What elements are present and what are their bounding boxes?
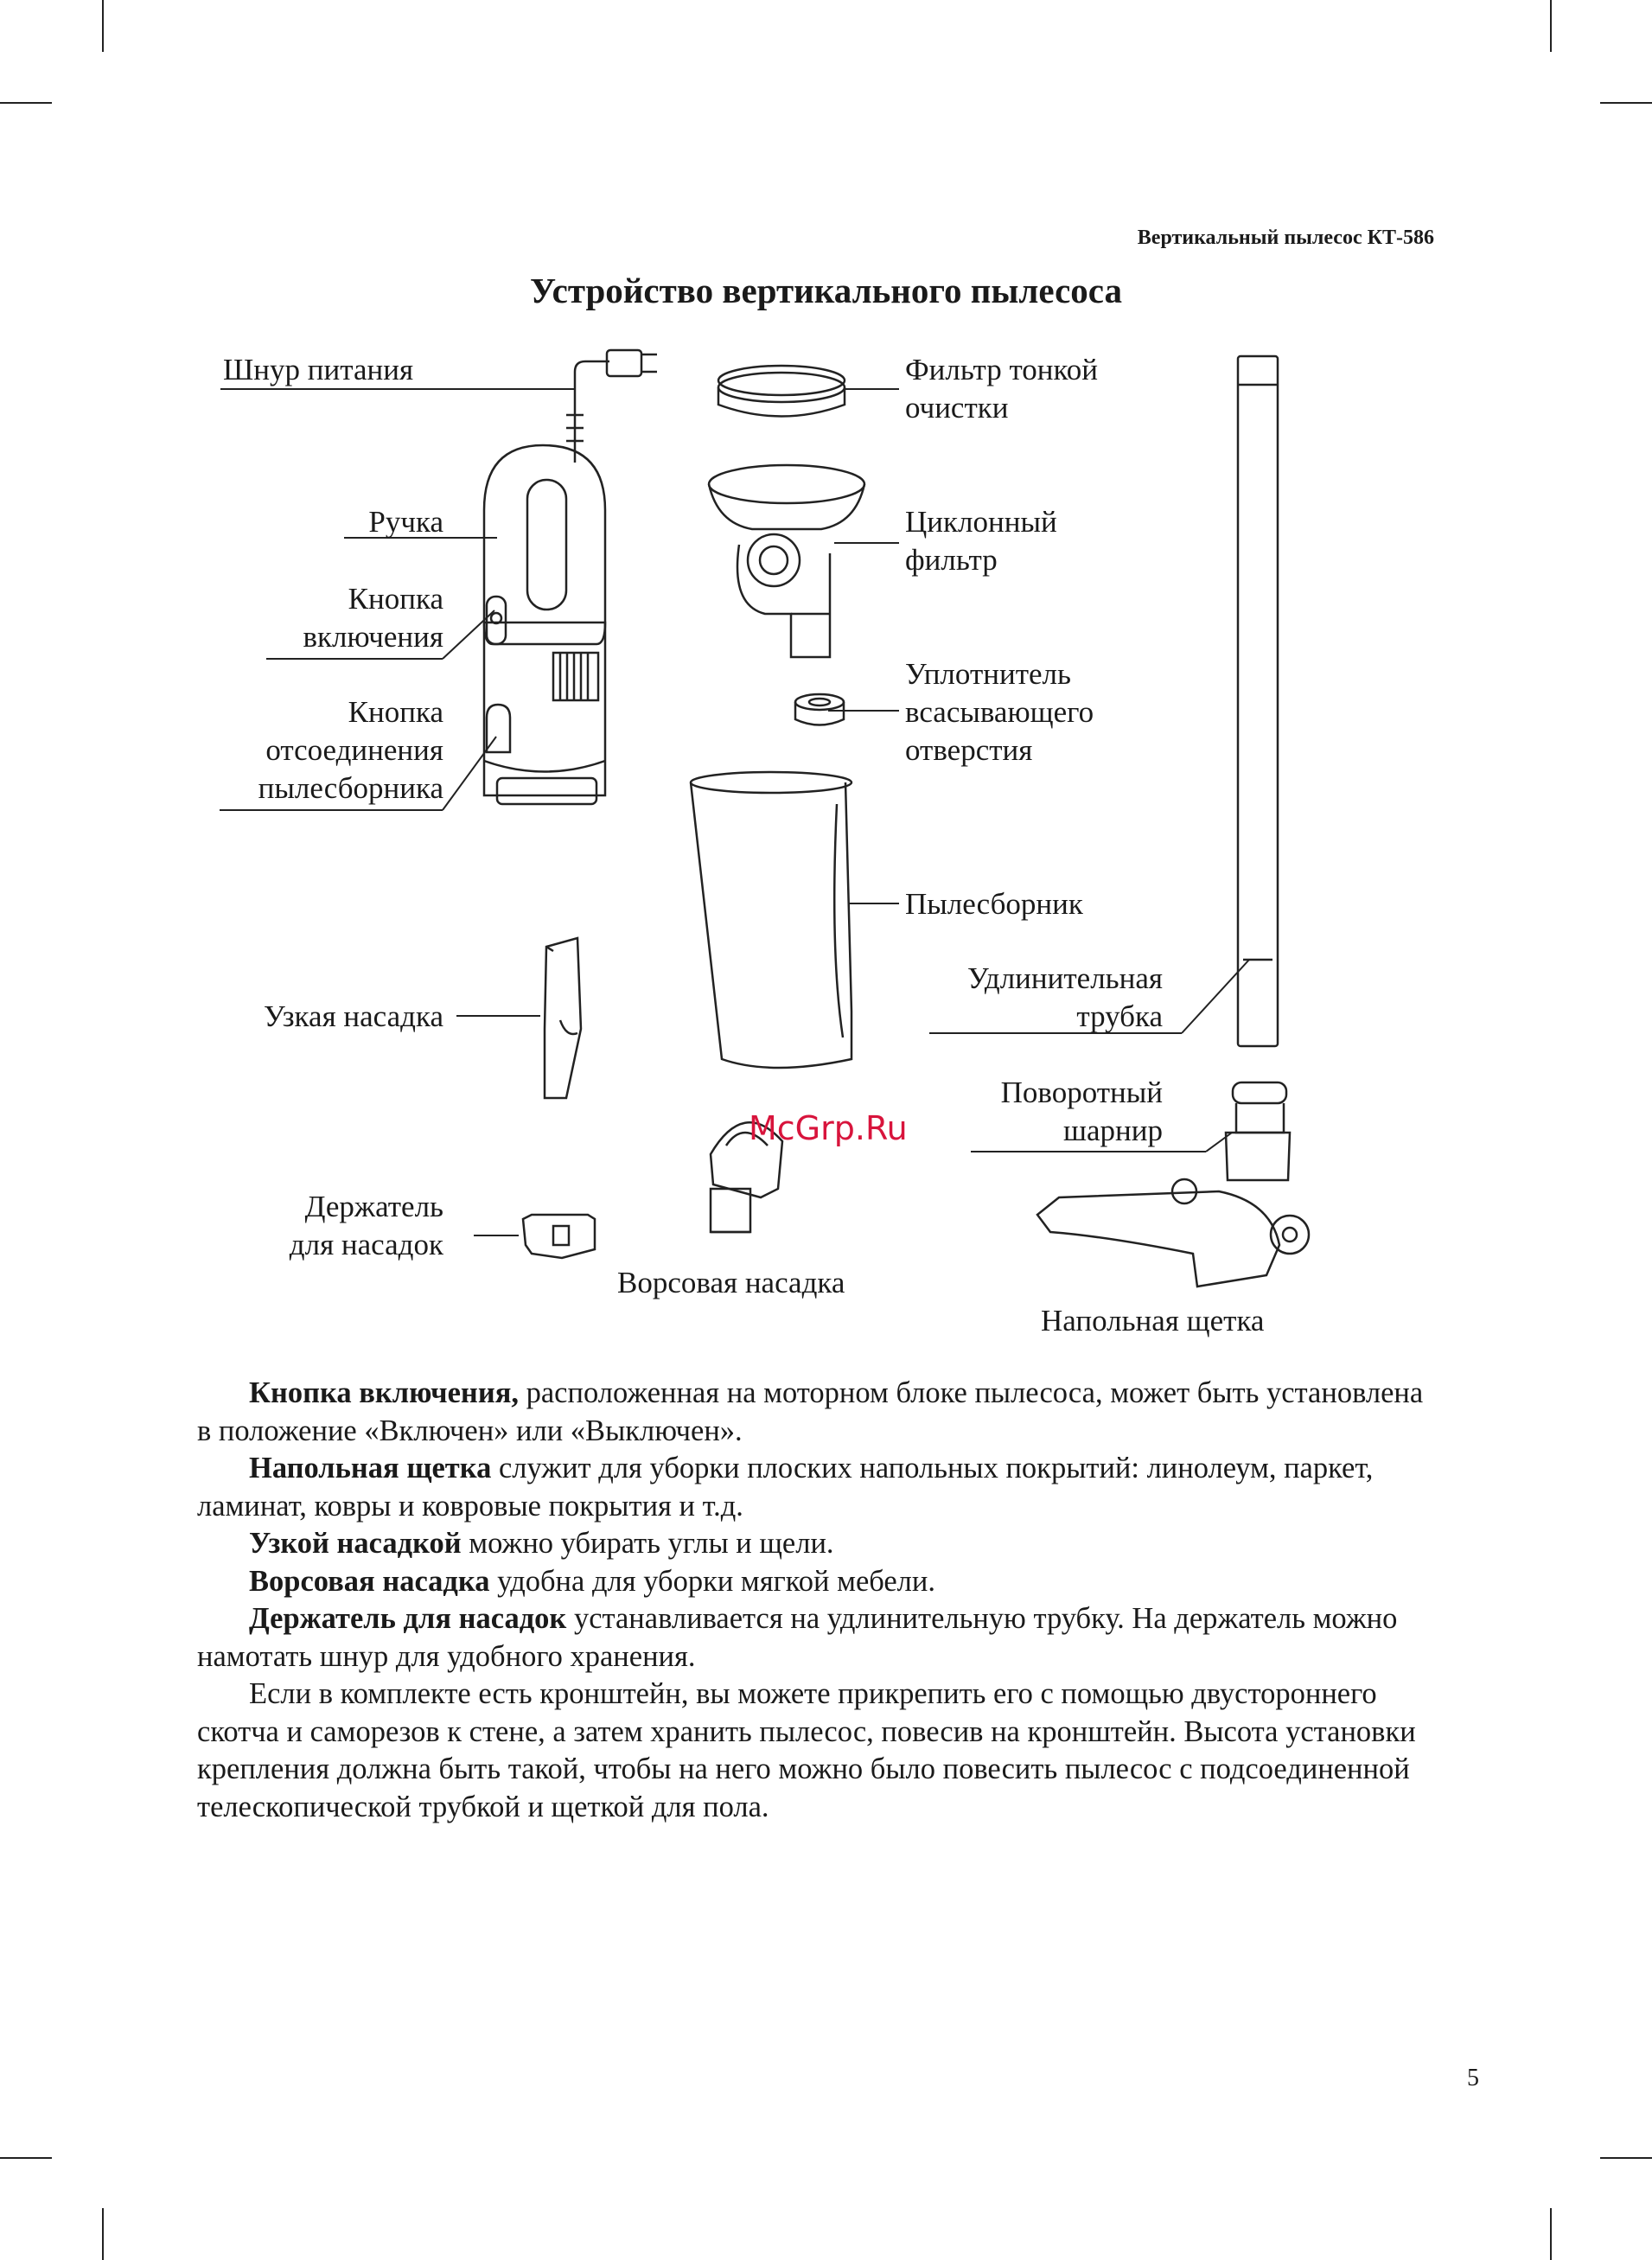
page-number: 5: [1467, 2065, 1479, 2091]
paragraph: Если в комплекте есть кронштейн, вы можете прикрепить его с помощью двустороннего скотча и саморезов к стене, а затем хранить пылесос, повесив на кронштейн. Высота установки крепления должна быть такой, чтобы на него можно было повесить пылесос с подсоединенной телескопической трубкой и щеткой для пола.: [197, 1677, 1416, 1823]
motor-body: [484, 445, 605, 804]
crop-mark: [102, 2208, 104, 2260]
label-extension-tube: Удлинительная трубка: [967, 961, 1163, 1033]
paragraph: Напольная щетка служит для уборки плоских напольных покрытий: линолеум, паркет, ламинат, ковры и ковровые покрытия и т.д.: [197, 1452, 1374, 1523]
paragraph: Держатель для насадок устанавливается на удлинительную трубку. На держатель можно намотать шнур для удобного хранения.: [197, 1602, 1398, 1673]
label-seal: Уплотнитель всасывающего отверстия: [905, 657, 1094, 767]
page-title: Устройство вертикального пылесоса: [530, 271, 1122, 310]
label-floor-brush: Напольная щетка: [1041, 1304, 1265, 1337]
label-brush-nozzle: Ворсовая насадка: [617, 1266, 845, 1299]
crevice-nozzle-drawing: [545, 938, 581, 1098]
body-text: [197, 1375, 1425, 1826]
fine-filter-drawing: [718, 366, 845, 417]
running-header: Вертикальный пылесос КТ-586: [1137, 227, 1434, 249]
crop-mark: [1600, 2157, 1652, 2159]
paragraph: Узкой насадкой можно убирать углы и щели.: [249, 1527, 834, 1560]
dust-bin-drawing: [691, 772, 852, 1068]
holder-drawing: [523, 1215, 595, 1258]
crop-mark: [0, 2157, 52, 2159]
label-fine-filter: Фильтр тонкой очистки: [905, 353, 1098, 425]
extension-tube-drawing: [1238, 356, 1278, 1046]
label-power-button: Кнопка включения: [303, 582, 443, 654]
crop-mark: [1550, 2208, 1552, 2260]
label-release-button: Кнопка отсоединения пылесборника: [258, 695, 443, 805]
power-cord: [566, 350, 657, 463]
label-crevice-nozzle: Узкая насадка: [264, 999, 443, 1033]
label-cyclone-filter: Циклонный фильтр: [905, 505, 1057, 577]
label-dust-bin: Пылесборник: [905, 887, 1083, 921]
label-holder: Держатель для насадок: [289, 1190, 443, 1261]
label-swivel: Поворотный шарнир: [1000, 1076, 1163, 1147]
cyclone-filter-drawing: [709, 465, 864, 657]
label-handle: Ручка: [368, 505, 443, 539]
watermark: McGrp.Ru: [749, 1109, 908, 1147]
label-cord: Шнур питания: [223, 353, 414, 386]
paragraph: Кнопка включения, расположенная на моторном блоке пылесоса, может быть установлена в положение «Включен» или «Выключен».: [197, 1376, 1424, 1447]
paragraph: Ворсовая насадка удобна для уборки мягкой мебели.: [249, 1564, 935, 1598]
seal-drawing: [795, 694, 844, 725]
